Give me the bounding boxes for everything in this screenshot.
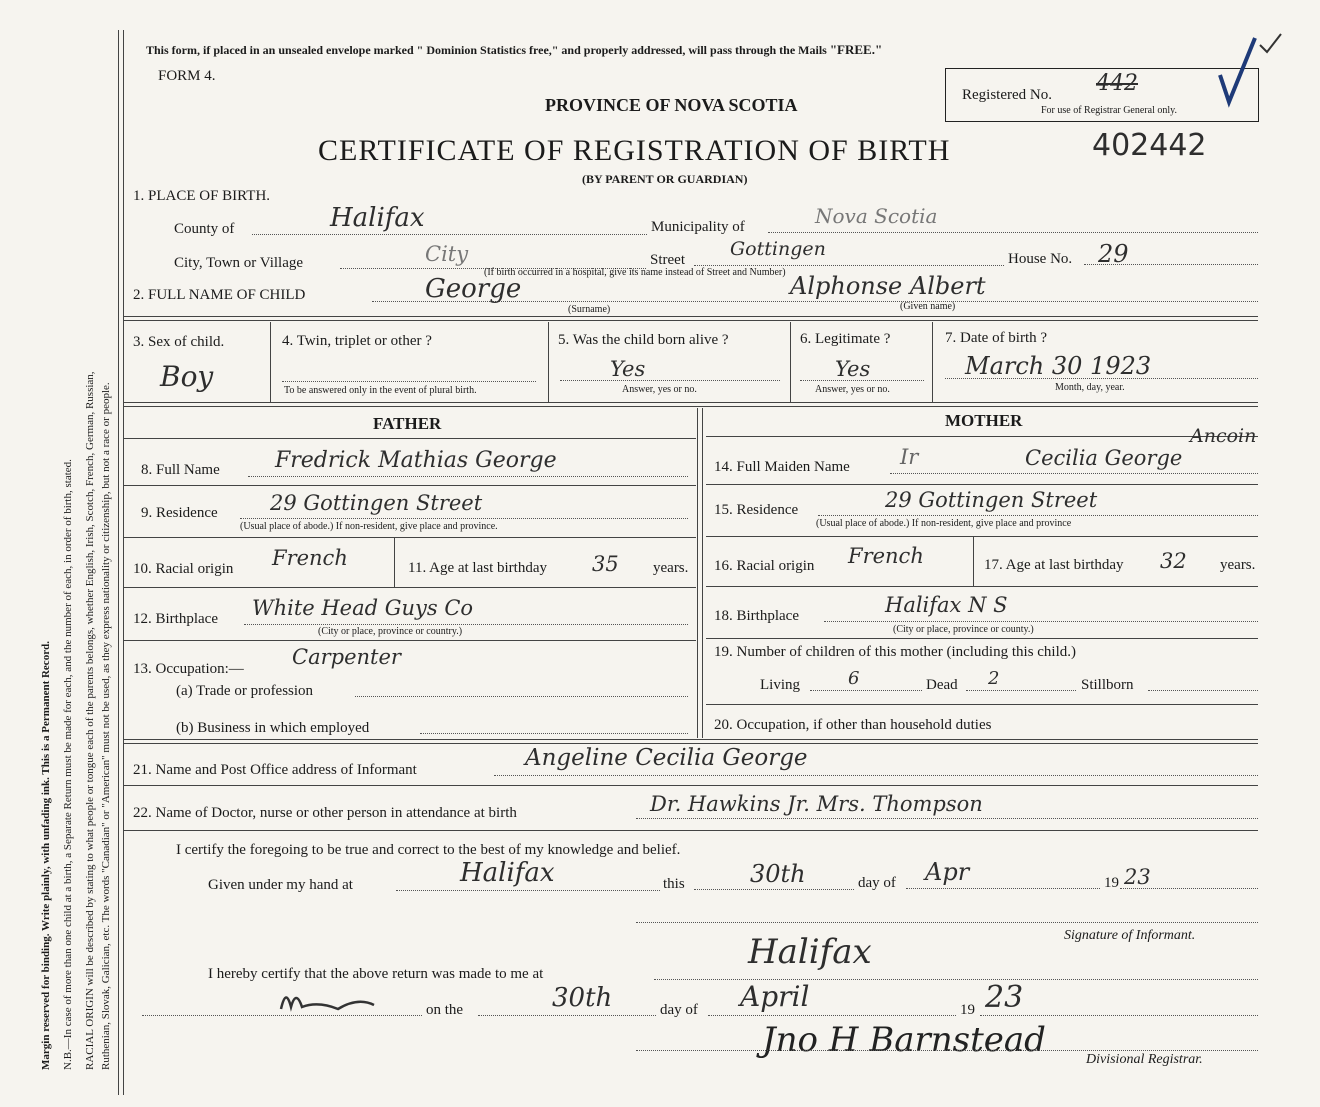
mother-bp-line xyxy=(824,621,1258,622)
father-age-unit: years. xyxy=(653,560,689,576)
father-name-line xyxy=(248,476,688,477)
city-label: City, Town or Village xyxy=(174,255,304,271)
margin-rule xyxy=(118,30,119,1095)
day-line xyxy=(694,889,854,890)
given-label: Given under my hand at xyxy=(208,877,353,893)
father-rule xyxy=(124,438,696,439)
mother-residence-label: 15. Residence xyxy=(714,502,799,518)
municipality-label: Municipality of xyxy=(651,219,745,235)
col-div-1 xyxy=(270,322,271,402)
dead-label: Dead xyxy=(926,677,958,693)
father-residence-note: (Usual place of abode.) If non-resident, give place and province. xyxy=(240,521,498,532)
registrar-day-line xyxy=(478,1015,656,1016)
father-birthplace-note: (City or place, province or country.) xyxy=(318,626,463,637)
mother-name-label: 14. Full Maiden Name xyxy=(714,459,850,475)
registrar-note: For use of Registrar General only. xyxy=(1041,105,1177,116)
mother-race-value: French xyxy=(848,544,924,568)
rule-1b xyxy=(124,320,1258,321)
given-place: Halifax xyxy=(460,858,555,888)
twin-label: 4. Twin, triplet or other ? xyxy=(282,333,432,349)
father-name-label: 8. Full Name xyxy=(141,462,220,478)
street-line xyxy=(694,265,1004,266)
sex-value: Boy xyxy=(160,360,214,393)
given-place-line xyxy=(396,890,660,891)
certificate-number: 402442 xyxy=(1092,128,1207,163)
rule-3b xyxy=(124,743,1258,744)
father-rule-2 xyxy=(124,485,696,486)
living-label: Living xyxy=(760,677,800,693)
registrar-sig-line xyxy=(636,1050,1258,1051)
col-div-4 xyxy=(932,322,933,402)
father-race-label: 10. Racial origin xyxy=(133,561,234,577)
place-of-birth-heading: 1. PLACE OF BIRTH. xyxy=(133,188,271,204)
house-label: House No. xyxy=(1008,251,1073,267)
legitimate-value: Yes xyxy=(835,357,871,381)
registrar-place: Halifax xyxy=(748,932,872,972)
doctor-label: 22. Name of Doctor, nurse or other person in attendance at birth xyxy=(133,805,517,821)
alive-label: 5. Was the child born alive ? xyxy=(558,332,729,348)
municipality-line xyxy=(768,232,1258,233)
street-label: Street xyxy=(650,252,685,268)
registrar-year-line xyxy=(980,1015,1258,1016)
registrar-statement: I hereby certify that the above return was made to me at xyxy=(208,966,544,982)
surname-note: (Surname) xyxy=(568,304,611,315)
mother-age-value: 32 xyxy=(1160,549,1187,573)
mother-age-div xyxy=(973,536,974,586)
mother-heading: MOTHER xyxy=(945,411,1023,430)
street-value: Gottingen xyxy=(730,238,826,260)
alive-line xyxy=(560,380,780,381)
center-div xyxy=(697,408,698,738)
living-line xyxy=(810,690,922,691)
trade-label: (a) Trade or profession xyxy=(176,683,314,699)
legitimate-note: Answer, yes or no. xyxy=(815,384,890,395)
father-birthplace-value: White Head Guys Co xyxy=(252,596,474,620)
doctor-line xyxy=(636,818,1258,819)
dob-label: 7. Date of birth ? xyxy=(945,330,1048,346)
checkmark-icon xyxy=(1215,30,1285,115)
mother-rule xyxy=(706,436,1258,437)
informant-sig-line xyxy=(636,922,1258,923)
center-div-2 xyxy=(702,408,703,738)
father-age-div xyxy=(394,537,395,587)
mother-rule-5 xyxy=(706,638,1258,639)
mother-rule-3 xyxy=(706,536,1258,537)
registered-box xyxy=(945,68,1259,122)
father-age-label: 11. Age at last birthday xyxy=(408,560,547,576)
county-value: Halifax xyxy=(330,203,425,233)
province-heading: PROVINCE OF NOVA SCOTIA xyxy=(545,95,798,115)
margin-rule-2 xyxy=(123,30,124,1095)
certificate-subtitle: (BY PARENT OR GUARDIAN) xyxy=(582,172,748,186)
mother-rule-2 xyxy=(706,484,1258,485)
registrar-year-prefix: 19 xyxy=(960,1002,975,1018)
margin-note-4: Ruthenian, Slovak, Galician, etc. The words "Canadian" or "American" must not be used, as they express nationality or citizenship, but not a race or people. xyxy=(100,382,112,1070)
month-line xyxy=(906,888,1100,889)
registrar-sub-line xyxy=(142,1015,422,1016)
informant-value: Angeline Cecilia George xyxy=(525,745,808,771)
mother-res-line xyxy=(818,515,1258,516)
registrar-month-line xyxy=(708,1015,956,1016)
mother-name-value: Cecilia George xyxy=(1025,446,1183,470)
alive-note: Answer, yes or no. xyxy=(622,384,697,395)
mother-occupation-label: 20. Occupation, if other than household duties xyxy=(714,717,992,733)
child-given-name: Alphonse Albert xyxy=(790,272,986,300)
sex-label: 3. Sex of child. xyxy=(133,334,225,350)
father-occupation-value: Carpenter xyxy=(292,645,401,669)
divisional-registrar-label: Divisional Registrar. xyxy=(1086,1052,1203,1067)
father-residence-value: 29 Gottingen Street xyxy=(270,491,483,515)
father-name-value: Fredrick Mathias George xyxy=(275,448,557,473)
mother-name-prefix: Ir xyxy=(900,445,919,469)
dead-line xyxy=(966,690,1076,691)
doctor-value: Dr. Hawkins Jr. Mrs. Thompson xyxy=(650,792,983,816)
registrar-year: 23 xyxy=(985,980,1024,1015)
col-div-3 xyxy=(790,322,791,402)
father-res-line xyxy=(240,518,688,519)
legitimate-label: 6. Legitimate ? xyxy=(800,331,891,347)
certify-year: 23 xyxy=(1124,865,1151,889)
house-value: 29 xyxy=(1098,240,1129,268)
mail-free: "FREE." xyxy=(829,42,883,57)
mother-name-line xyxy=(890,473,1258,474)
father-heading: FATHER xyxy=(373,414,442,433)
twin-note: To be answered only in the event of plural birth. xyxy=(284,385,477,396)
certificate-title: CERTIFICATE OF REGISTRATION OF BIRTH xyxy=(318,134,951,167)
margin-note-1: Margin reserved for binding. Write plainly, with unfading ink. This is a Permanent Record. xyxy=(40,641,52,1070)
city-value: City xyxy=(425,242,469,266)
rule-2b xyxy=(124,406,1258,407)
stillborn-label: Stillborn xyxy=(1081,677,1134,693)
county-label: County of xyxy=(174,221,235,237)
father-occupation-label: 13. Occupation:— xyxy=(133,661,244,677)
this-label: this xyxy=(663,876,685,892)
rule-5 xyxy=(124,830,1258,831)
father-residence-label: 9. Residence xyxy=(141,505,218,521)
father-birthplace-label: 12. Birthplace xyxy=(133,611,218,627)
child-surname: George xyxy=(425,274,522,304)
informant-line xyxy=(494,775,1258,776)
col-div-2 xyxy=(548,322,549,402)
father-race-value: French xyxy=(272,546,348,570)
mother-birthplace-note: (City or place, province or county.) xyxy=(893,624,1034,635)
mother-age-label: 17. Age at last birthday xyxy=(984,557,1124,573)
on-the-label: on the xyxy=(426,1002,464,1018)
certify-month: Apr xyxy=(925,858,970,886)
hospital-note: (If birth occurred in a hospital, give its name instead of Street and Number) xyxy=(484,267,786,278)
rule-1 xyxy=(124,316,1258,317)
registrar-month: April xyxy=(740,980,810,1013)
living-value: 6 xyxy=(848,668,860,689)
mother-residence-note: (Usual place of abode.) If non-resident, give place and province xyxy=(816,518,1072,529)
dob-value: March 30 1923 xyxy=(965,352,1152,380)
certify-year-prefix: 19 xyxy=(1104,875,1119,891)
registrar-signature: Jno H Barnstead xyxy=(762,1020,1046,1060)
father-age-value: 35 xyxy=(592,552,619,576)
mother-race-label: 16. Racial origin xyxy=(714,558,815,574)
registrar-dayof-label: day of xyxy=(660,1002,698,1018)
certify-dayof-label: day of xyxy=(858,875,896,891)
mother-birthplace-label: 18. Birthplace xyxy=(714,608,799,624)
informant-label: 21. Name and Post Office address of Informant xyxy=(133,762,417,778)
given-note: (Given name) xyxy=(900,301,956,312)
registrar-day: 30th xyxy=(552,983,613,1013)
mother-rule-6 xyxy=(706,704,1258,705)
alive-value: Yes xyxy=(610,357,646,381)
county-line xyxy=(252,234,647,235)
municipality-value: Nova Scotia xyxy=(815,204,938,228)
informant-signature-label: Signature of Informant. xyxy=(1064,928,1196,943)
mother-age-unit: years. xyxy=(1220,557,1256,573)
father-bp-line xyxy=(244,624,688,625)
father-rule-5 xyxy=(124,640,696,641)
trade-line xyxy=(355,696,688,697)
form-number: FORM 4. xyxy=(158,68,216,84)
father-rule-3 xyxy=(124,537,696,538)
children-count-label: 19. Number of children of this mother (including this child.) xyxy=(714,644,1077,660)
year-line xyxy=(1120,888,1258,889)
certify-day: 30th xyxy=(750,860,806,888)
rule-2 xyxy=(124,402,1258,403)
child-name-label: 2. FULL NAME OF CHILD xyxy=(133,287,306,303)
mother-birthplace-value: Halifax N S xyxy=(885,593,1008,617)
mother-name-extra: Ancoin xyxy=(1190,425,1257,447)
rule-4 xyxy=(124,785,1258,786)
certify-statement: I certify the foregoing to be true and correct to the best of my knowledge and belief. xyxy=(176,842,681,858)
mother-residence-value: 29 Gottingen Street xyxy=(885,488,1098,512)
rule-3 xyxy=(124,739,1258,740)
dead-value: 2 xyxy=(988,668,1000,689)
margin-note-3: RACIAL ORIGIN will be described by stating to what people or tongue each of the parents belongs, whether English, Irish, Scotch, French, German, Russian, xyxy=(84,371,96,1070)
stillborn-line xyxy=(1148,690,1258,691)
registered-label: Registered No. xyxy=(962,87,1052,103)
margin-note-2: N.B.—In case of more than one child at a birth, a Separate Return must be made for each, and the number of each, in order of birth, stated. xyxy=(62,459,74,1070)
dob-note: Month, day, year. xyxy=(1055,382,1125,393)
business-label: (b) Business in which employed xyxy=(176,720,370,736)
father-rule-4 xyxy=(124,587,696,588)
twin-line xyxy=(282,381,536,382)
registered-number: 442 xyxy=(1096,71,1138,96)
mail-notice: This form, if placed in an unsealed envelope marked " Dominion Statistics free," and properly addressed, will pass through the Mails xyxy=(146,43,827,57)
business-line xyxy=(420,733,688,734)
mother-rule-4 xyxy=(706,586,1258,587)
